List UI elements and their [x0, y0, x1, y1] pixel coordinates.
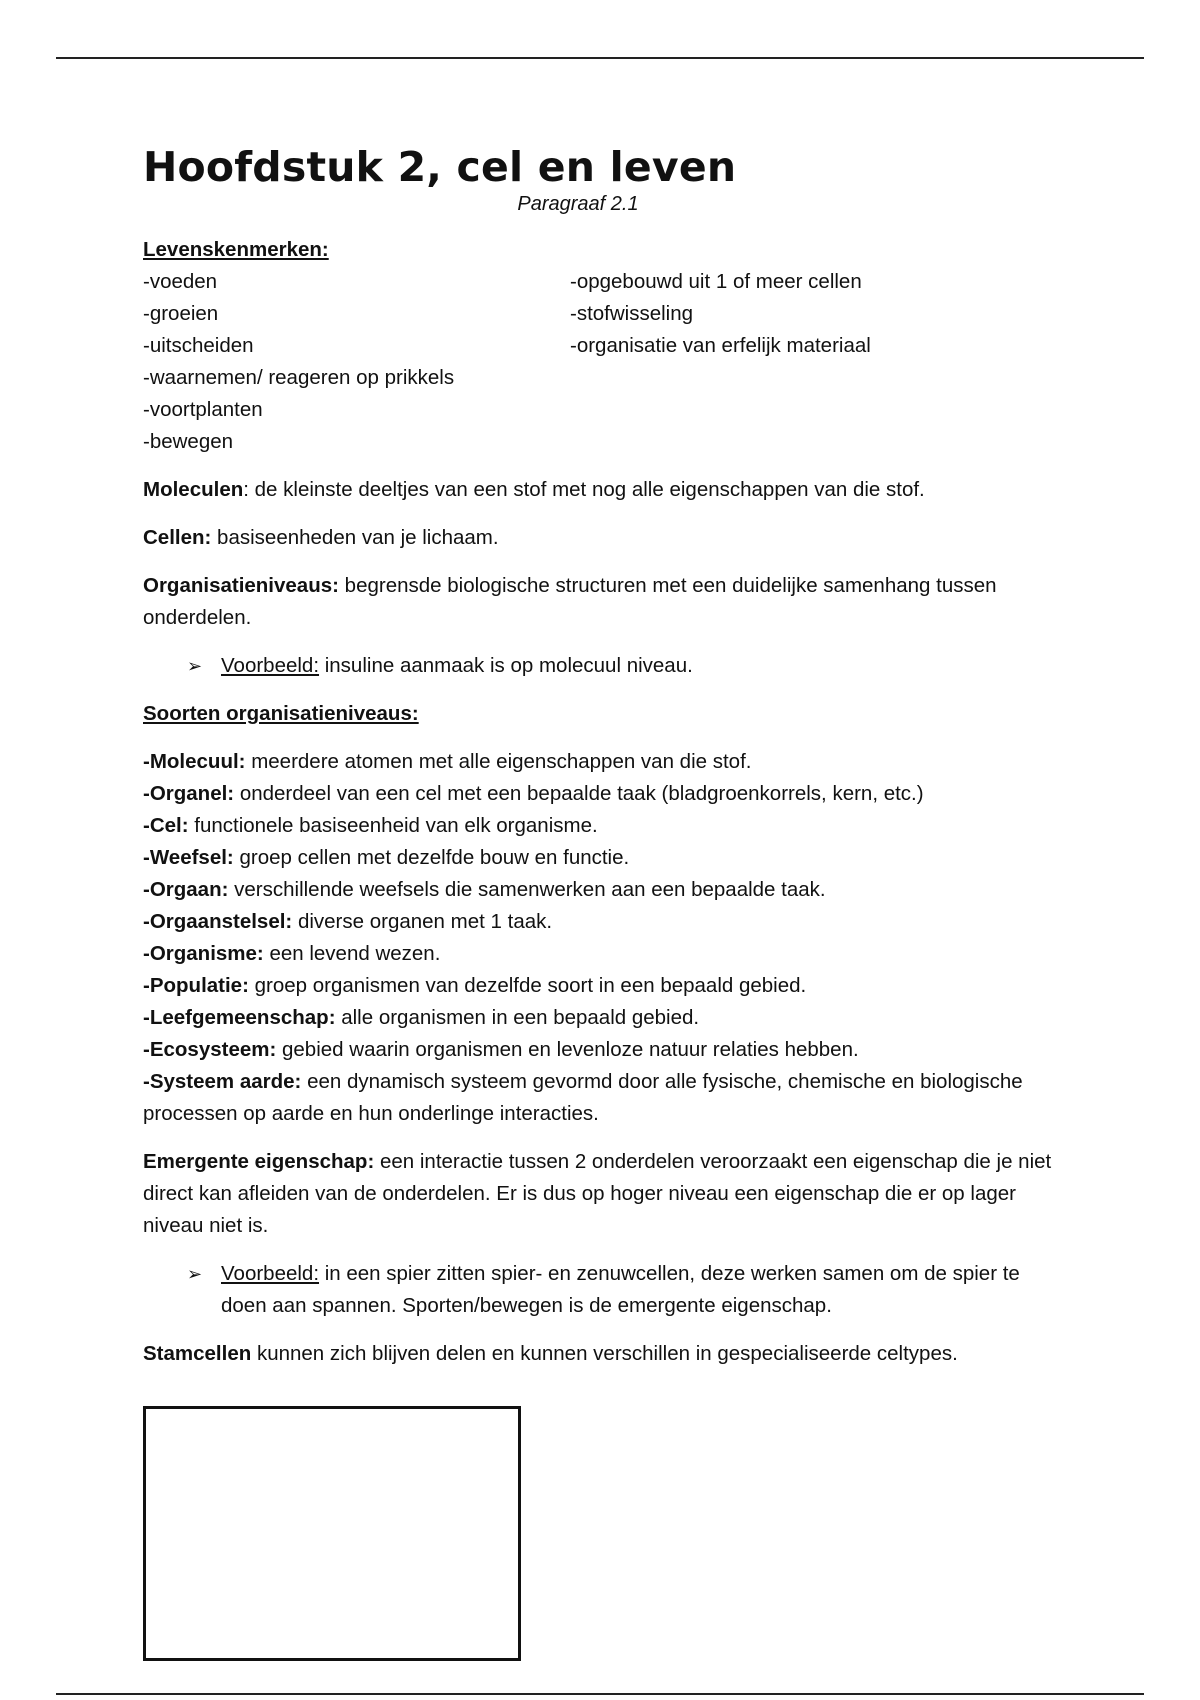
level-text: een levend wezen. [263, 942, 441, 965]
level-term: -Leefgemeenschap: [143, 1006, 336, 1029]
levenskenmerken-left-column [143, 266, 570, 458]
emergente-definition [143, 1146, 1063, 1242]
voorbeeld-label: Voorbeeld: [221, 654, 320, 677]
list-item [143, 778, 1063, 810]
level-term: -Molecuul: [143, 750, 246, 773]
voorbeeld-label: Voorbeeld: [221, 1262, 320, 1285]
list-item [143, 810, 1063, 842]
list-item: -opgebouwd uit 1 of meer cellen [570, 270, 862, 293]
level-term: -Weefsel: [143, 846, 234, 869]
voorbeeld-bullet [143, 1258, 1063, 1322]
footer-rule [56, 1693, 1144, 1695]
level-text: een dynamisch systeem gevormd door alle fysische, chemische en biologische processen op aarde en hun onderlinge interacties. [143, 1070, 1023, 1125]
list-item [143, 970, 1063, 1002]
level-text: verschillende weefsels die samenwerken aan een bepaalde taak. [228, 878, 826, 901]
levenskenmerken-right-column [570, 266, 1050, 458]
list-item [143, 746, 1063, 778]
level-text: functionele basiseenheid van elk organisme. [188, 814, 598, 837]
level-term: -Systeem aarde: [143, 1070, 302, 1093]
cellen-definition [143, 522, 1063, 554]
definition-term: Moleculen [143, 478, 244, 501]
list-item: -groeien [143, 302, 219, 325]
definition-term: Stamcellen [143, 1342, 252, 1365]
header-rule [56, 57, 1144, 59]
list-item: -voeden [143, 270, 218, 293]
document-body [143, 138, 1063, 1370]
level-term: -Orgaanstelsel: [143, 910, 293, 933]
list-item [143, 842, 1063, 874]
list-item: -uitscheiden [143, 334, 254, 357]
soorten-heading: Soorten organisatieniveaus: [143, 702, 419, 725]
voorbeeld-text: insuline aanmaak is op molecuul niveau. [319, 654, 693, 677]
voorbeeld-text: in een spier zitten spier- en zenuwcellen, deze werken samen om de spier te doen aan spannen. Sporten/bewegen is de emergente eigenschap. [221, 1262, 1020, 1317]
level-text: groep cellen met dezelfde bouw en functie. [233, 846, 630, 869]
list-item: -organisatie van erfelijk materiaal [570, 334, 871, 357]
level-term: -Organel: [143, 782, 235, 805]
level-text: diverse organen met 1 taak. [292, 910, 553, 933]
definition-text: begrensde biologische structuren met een duidelijke samenhang tussen onderdelen. [143, 574, 997, 629]
stamcellen-definition [143, 1338, 1063, 1370]
definition-text: kunnen zich blijven delen en kunnen verschillen in gespecialiseerde celtypes. [251, 1342, 958, 1365]
page-subtitle: Paragraaf 2.1 [517, 193, 639, 215]
level-text: groep organismen van dezelfde soort in een bepaald gebied. [248, 974, 807, 997]
empty-figure-frame [143, 1406, 521, 1661]
list-item: -voortplanten [143, 398, 263, 421]
definition-term: Emergente eigenschap: [143, 1150, 375, 1173]
level-term: -Populatie: [143, 974, 249, 997]
levenskenmerken-list [143, 266, 1063, 458]
list-item [143, 906, 1063, 938]
page-title: Hoofdstuk 2, cel en leven [143, 143, 737, 191]
levenskenmerken-heading: Levenskenmerken: [143, 238, 329, 261]
list-item: -bewegen [143, 430, 234, 453]
voorbeeld-bullet [143, 650, 1063, 682]
level-term: -Ecosysteem: [143, 1038, 277, 1061]
level-text: meerdere atomen met alle eigenschappen van die stof. [245, 750, 752, 773]
definition-text: : de kleinste deeltjes van een stof met nog alle eigenschappen van die stof. [243, 478, 925, 501]
definition-text: een interactie tussen 2 onderdelen veroorzaakt een eigenschap die je niet direct kan afleiden van de onderdelen. Er is dus op hoger niveau een eigenschap die er op lager niveau niet is. [143, 1150, 1052, 1237]
level-text: gebied waarin organismen en levenloze natuur relaties hebben. [276, 1038, 859, 1061]
organisatieniveaus-list [143, 746, 1063, 1130]
list-item: -stofwisseling [570, 302, 694, 325]
moleculen-definition [143, 474, 1063, 506]
list-item [143, 874, 1063, 906]
organisatieniveaus-definition [143, 570, 1063, 634]
level-term: -Orgaan: [143, 878, 229, 901]
list-item: -waarnemen/ reageren op prikkels [143, 366, 455, 389]
level-term: -Cel: [143, 814, 189, 837]
arrowhead-bullet-icon: ➢ [187, 656, 203, 676]
definition-text: basiseenheden van je lichaam. [211, 526, 499, 549]
level-text: onderdeel van een cel met een bepaalde taak (bladgroenkorrels, kern, etc.) [234, 782, 924, 805]
list-item [143, 938, 1063, 970]
list-item [143, 1034, 1063, 1066]
definition-term: Organisatieniveaus: [143, 574, 339, 597]
definition-term: Cellen: [143, 526, 212, 549]
list-item [143, 1002, 1063, 1034]
list-item [143, 1066, 1063, 1130]
arrowhead-bullet-icon: ➢ [187, 1264, 203, 1284]
level-term: -Organisme: [143, 942, 264, 965]
level-text: alle organismen in een bepaald gebied. [335, 1006, 700, 1029]
